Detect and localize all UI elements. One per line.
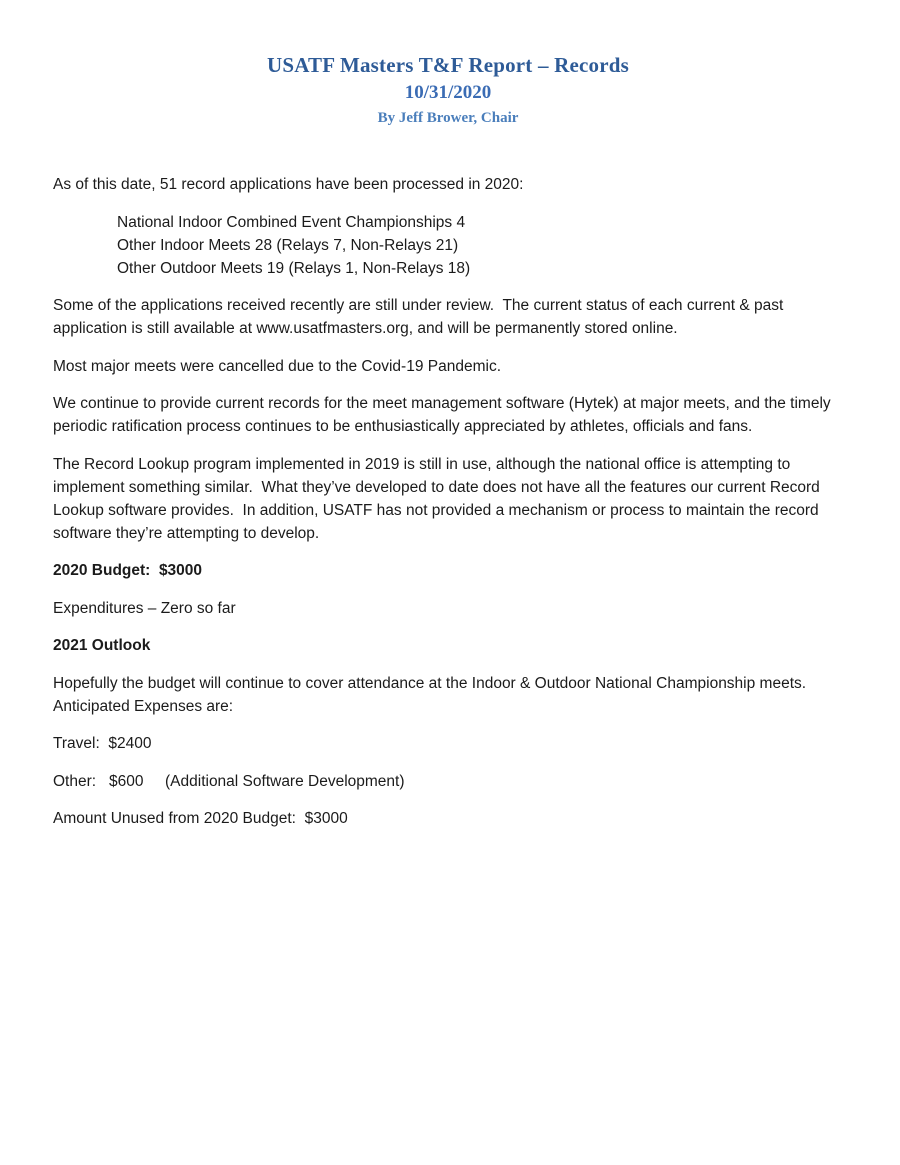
hytek-paragraph: We continue to provide current records for the meet management software (Hytek) at major meets, and the timely periodic ratification process continues to be enthusiastically appreciated by athletes, officials and fans. bbox=[53, 395, 835, 435]
travel-expense-line: Travel: $2400 bbox=[53, 735, 152, 752]
stat-line-national-indoor: National Indoor Combined Event Championships 4 bbox=[117, 213, 466, 231]
intro-paragraph: As of this date, 51 record applications have been processed in 2020: bbox=[53, 176, 524, 193]
report-body bbox=[53, 173, 845, 830]
covid-note-paragraph: Most major meets were cancelled due to the Covid-19 Pandemic. bbox=[53, 357, 501, 375]
review-status-paragraph: Some of the applications received recently are still under review. The current status of each current & past application is still available at www.usatfmasters.org, and will be permanently stored online. bbox=[53, 297, 788, 337]
report-header bbox=[53, 52, 843, 128]
expenditures-line: Expenditures – Zero so far bbox=[53, 599, 236, 617]
budget-2020-heading: 2020 Budget: $3000 bbox=[53, 562, 203, 579]
stat-line-other-indoor: Other Indoor Meets 28 (Relays 7, Non-Relays 21) bbox=[117, 236, 459, 254]
outlook-paragraph: Hopefully the budget will continue to cover attendance at the Indoor & Outdoor National Championship meets. Anticipated Expenses are: bbox=[53, 674, 814, 715]
outlook-2021-heading: 2021 Outlook bbox=[53, 637, 151, 654]
amount-unused-line: Amount Unused from 2020 Budget: $3000 bbox=[53, 810, 348, 827]
other-expense-line: Other: $600 (Additional Software Development) bbox=[53, 772, 405, 790]
report-title: USATF Masters T&F Report – Records bbox=[267, 53, 629, 77]
record-stats-list bbox=[53, 211, 845, 280]
report-date: 10/31/2020 bbox=[404, 82, 492, 103]
report-byline: By Jeff Brower, Chair bbox=[377, 110, 519, 126]
stat-line-other-outdoor: Other Outdoor Meets 19 (Relays 1, Non-Relays 18) bbox=[117, 259, 471, 277]
record-lookup-paragraph: The Record Lookup program implemented in 2019 is still in use, although the national office is attempting to implement something similar. What they’ve developed to date does not have all the features our current Record Lookup software provides. In addition, USATF has not provided a mechanism or process to maintain the record software they’re attempting to develop. bbox=[53, 455, 825, 542]
